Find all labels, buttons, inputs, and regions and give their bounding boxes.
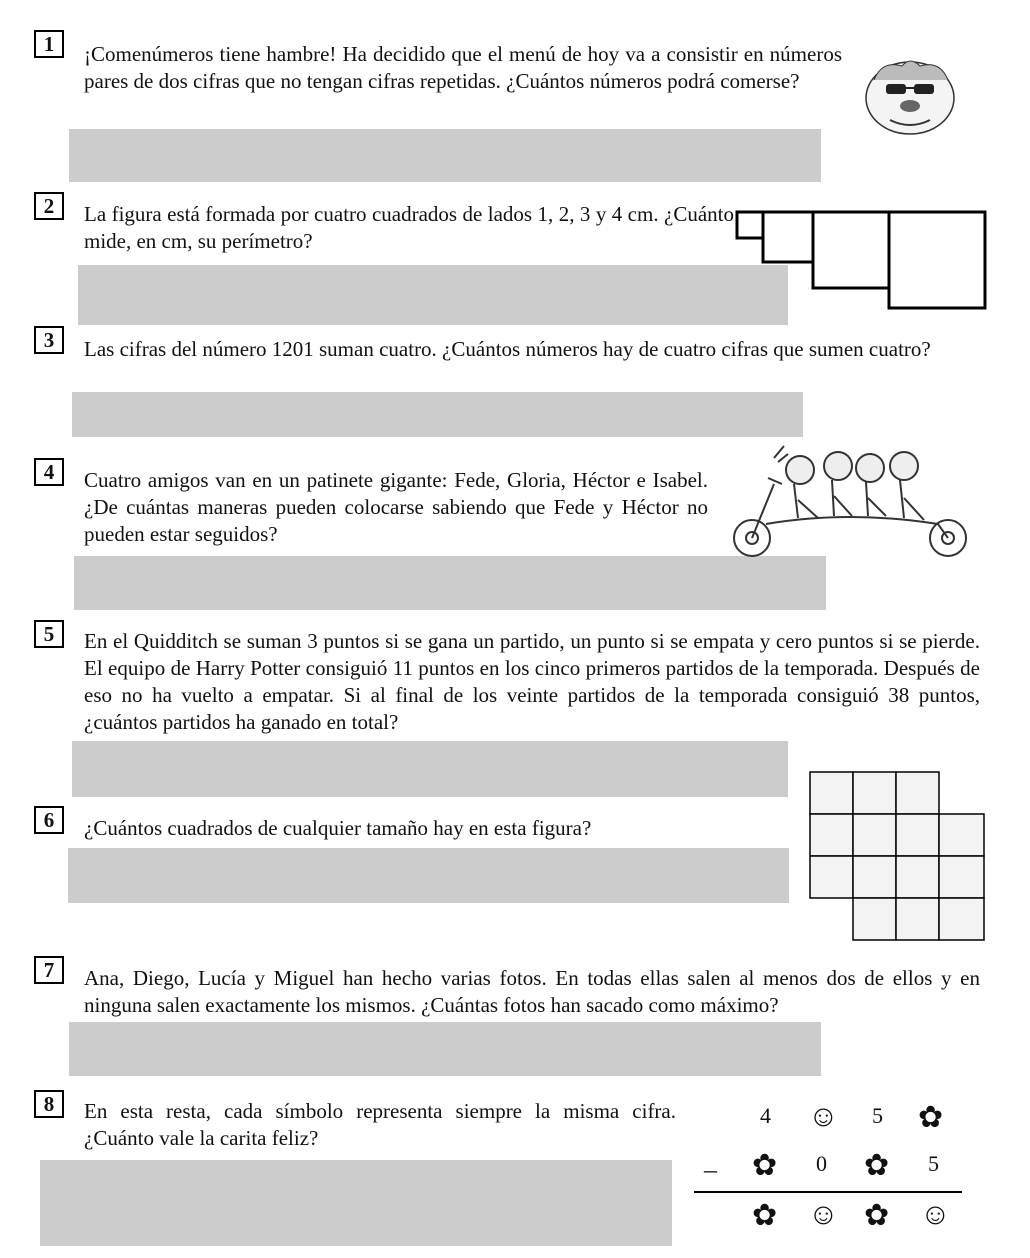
flower-icon: ✿: [752, 1149, 778, 1182]
digit-4: 4: [760, 1103, 771, 1128]
problem-number: 2: [34, 192, 64, 220]
problem-text: ¡Comenúmeros tiene hambre! Ha decidido que el menú de hoy va a consistir en números pares de dos cifras que no tengan cifras repetidas. ¿Cuántos números podrá comerse?: [84, 42, 842, 93]
subtraction-line: [694, 1191, 962, 1193]
happy-face-icon: ☺: [920, 1198, 951, 1231]
problem-number: 7: [34, 956, 64, 984]
answer-box[interactable]: [69, 129, 821, 182]
problem-text: ¿Cuántos cuadrados de cualquier tamaño hay en esta figura?: [84, 816, 592, 840]
answer-box[interactable]: [69, 1022, 821, 1076]
answer-box[interactable]: [40, 1160, 672, 1246]
answer-box[interactable]: [68, 848, 789, 903]
problem-number: 4: [34, 458, 64, 486]
answer-box[interactable]: [74, 556, 826, 610]
digit-5: 5: [928, 1151, 939, 1176]
problem-text: La figura está formada por cuatro cuadrados de lados 1, 2, 3 y 4 cm. ¿Cuánto mide, en cm, su perímetro?: [84, 202, 734, 253]
problem-number: 3: [34, 326, 64, 354]
problem-number: 8: [34, 1090, 64, 1118]
hungry-monster-icon: [862, 50, 958, 138]
happy-face-icon: ☺: [808, 1100, 839, 1133]
problem-number: 1: [34, 30, 64, 58]
answer-box[interactable]: [72, 392, 803, 437]
answer-box[interactable]: [72, 741, 788, 797]
answer-box[interactable]: [78, 265, 788, 325]
problem-text: Cuatro amigos van en un patinete gigante: Fede, Gloria, Héctor e Isabel. ¿De cuántas maneras pueden colocarse sabiendo que Fede y Héctor no pueden estar seguidos?: [84, 468, 708, 546]
problem-number: 5: [34, 620, 64, 648]
flower-icon: ✿: [864, 1149, 890, 1182]
square-grid-figure: [808, 770, 988, 944]
problem-number: 6: [34, 806, 64, 834]
digit-0: 0: [816, 1151, 827, 1176]
problem-text: Ana, Diego, Lucía y Miguel han hecho varias fotos. En todas ellas salen al menos dos de ellos y en ninguna salen exactamente los mismos. ¿Cuántas fotos han sacado como máximo?: [84, 966, 980, 1017]
flower-icon: ✿: [752, 1199, 778, 1232]
digit-5: 5: [872, 1103, 883, 1128]
minus-sign: _: [704, 1146, 717, 1175]
happy-face-icon: ☺: [808, 1198, 839, 1231]
four-squares-figure: [735, 208, 991, 314]
flower-icon: ✿: [864, 1199, 890, 1232]
problem-text: En esta resta, cada símbolo representa siempre la misma cifra. ¿Cuánto vale la carita feliz?: [84, 1099, 676, 1150]
problem-text: En el Quidditch se suman 3 puntos si se gana un partido, un punto si se empata y cero puntos si se pierde. El equipo de Harry Potter consiguió 11 puntos en los cinco primeros partidos de la temporada. Después de eso no ha vuelto a empatar. Si al final de los veinte partidos de la temporada consiguió 38 puntos, ¿cuántos partidos ha ganado en total?: [84, 629, 980, 734]
problem-text: Las cifras del número 1201 suman cuatro. ¿Cuántos números hay de cuatro cifras que sumen cuatro?: [84, 337, 931, 361]
giant-scooter-kids-illustration: [728, 444, 978, 562]
flower-icon: ✿: [918, 1101, 944, 1134]
